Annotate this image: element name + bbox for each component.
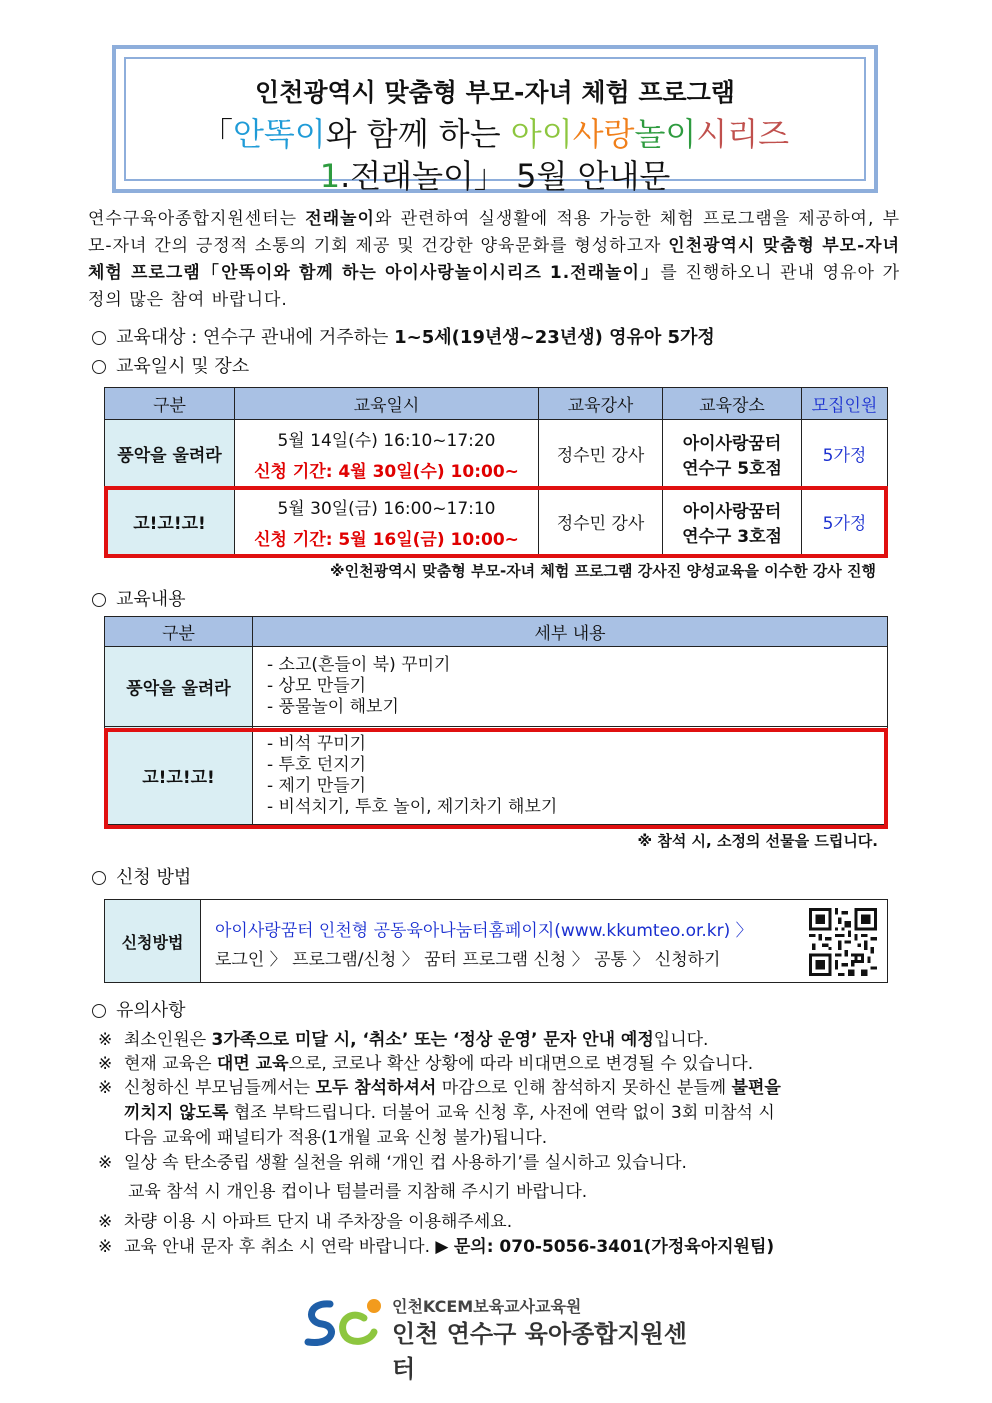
caution-item-continued: 다음 교육에 패널티가 적용(1개월 교육 신청 불가)됩니다.: [124, 1128, 548, 1148]
caution-item: ※ 현재 교육은 대면 교육으로, 코로나 확산 상황에 따라 비대면으로 변경될 수 있습니다.: [98, 1054, 754, 1074]
row-category: 고!고!고!: [105, 727, 253, 825]
bullet-circle-icon: [92, 1004, 106, 1018]
bullet-circle-icon: [92, 593, 106, 607]
title-line-1: 인천광역시 맞춤형 부모-자녀 체험 프로그램: [255, 78, 735, 107]
footer-logo: [300, 1292, 700, 1383]
bullet-circle-icon: [92, 871, 106, 885]
list-item: - 소고(흔들이 북) 꾸미기: [267, 655, 451, 675]
row-category: 풍악을 울려라: [105, 420, 235, 488]
list-item: - 비석치기, 투호 놀이, 제기차기 해보기: [267, 796, 558, 817]
caution-item: ※ 차량 이용 시 아파트 단지 내 주차장을 이용해주세요.: [98, 1212, 513, 1232]
list-item: - 풍물놀이 해보기: [267, 697, 399, 717]
title-inner-border: [124, 57, 866, 195]
title-line-2: 「안똑이와 함께 하는 아이사랑놀이시리즈: [200, 115, 790, 153]
row-date: 5월 14일(수) 16:10~17:20 신청 기간: 4월 30일(수) 10:00~: [235, 420, 539, 488]
row-place: 아이사랑꿈터 연수구 5호점: [663, 420, 802, 488]
row-place: 아이사랑꿈터 연수구 3호점: [663, 488, 802, 556]
list-item: - 투호 던지기: [267, 754, 367, 775]
row-count: 5가정: [802, 420, 888, 488]
title-box: [112, 45, 878, 193]
highlight-box: [104, 728, 888, 829]
caution-item: ※ 최소인원은 3가족으로 미달 시, ‘취소’ 또는 ‘정상 운영’ 문자 안내 예정입니다.: [98, 1030, 709, 1050]
content-heading: 교육내용: [92, 585, 186, 611]
center-logo-icon: [300, 1292, 388, 1352]
intro-paragraph: 연수구육아종합지원센터는 전래놀이와 관련하여 실생활에 적용 가능한 체험 프로그램을 제공하여, 부모-자녀 간의 긍정적 소통의 기회 제공 및 건강한 양육문화를 형성하고자 인천광역시 맞춤형 부모-자녀 체험 프로그램「안똑이와 함께 하는 아이사랑놀이시리즈 1.전래놀이」를 진행하오니 관내 영유아 가정의 많은 참여 바랍니다.: [88, 209, 901, 310]
row-date: 5월 30일(금) 16:00~17:10 신청 기간: 5월 16일(금) 10:00~: [235, 488, 539, 556]
caution-item: ※ 일상 속 탄소중립 생활 실천을 위해 ‘개인 컵 사용하기’를 실시하고 있습니다.: [98, 1153, 687, 1173]
bullet-circle-icon: [92, 331, 106, 345]
list-item: - 비석 꾸미기: [267, 733, 367, 754]
qr-code-icon[interactable]: [809, 908, 877, 976]
col-header: 세부 내용: [253, 617, 888, 647]
row-category: 풍악을 울려라: [105, 647, 253, 727]
row-details: [253, 647, 888, 727]
schedule-note: ※인천광역시 맞춤형 부모-자녀 체험 프로그램 강사진 양성교육을 이수한 강사 진행: [330, 562, 876, 580]
title-line-3: 1.전래놀이」 5월 안내문: [319, 157, 671, 195]
caution-item: ※ 교육 안내 문자 후 취소 시 연락 바랍니다. ▶ 문의: 070-5056-3401(가정육아지원팀): [98, 1237, 775, 1257]
col-header: 구분: [105, 388, 235, 420]
col-header: 교육장소: [663, 388, 802, 420]
col-header: 모집인원: [802, 388, 888, 420]
apply-label: 신청방법: [105, 900, 201, 982]
content-note: ※ 참석 시, 소정의 선물을 드립니다.: [637, 832, 878, 850]
row-category: 고!고!고!: [105, 488, 235, 556]
caution-heading: 유의사항: [92, 996, 186, 1022]
col-header: 구분: [105, 617, 253, 647]
row-count: 5가정: [802, 488, 888, 556]
apply-website-link[interactable]: 아이사랑꿈터 인천형 공동육아나눔터홈페이지(www.kkumteo.or.kr) 〉: [215, 921, 753, 941]
bullet-circle-icon: [92, 360, 106, 374]
row-teacher: 정수민 강사: [539, 488, 663, 556]
list-item: - 제기 만들기: [267, 775, 367, 796]
apply-box: [104, 899, 888, 983]
list-item: - 상모 만들기: [267, 676, 367, 696]
target-line: 교육대상 : 연수구 관내에 거주하는 1~5세(19년생~23년생) 영유아 5가정: [92, 323, 715, 349]
caution-item-continued: 끼치지 않도록 협조 부탁드립니다. 더불어 교육 신청 후, 사전에 연락 없이 3회 미참석 시: [124, 1103, 775, 1123]
apply-heading: 신청 방법: [92, 863, 191, 889]
caution-item-continued: 교육 참석 시 개인용 컵이나 텀블러를 지참해 주시기 바랍니다.: [128, 1182, 588, 1202]
table-row: [105, 420, 888, 488]
logo-subtitle: 인천KCEM보육교사교육원: [392, 1297, 582, 1316]
logo-title: 인천 연수구 육아종합지원센터: [392, 1320, 687, 1383]
row-teacher: 정수민 강사: [539, 420, 663, 488]
schedule-heading: 교육일시 및 장소: [92, 352, 249, 378]
apply-steps: 로그인 〉 프로그램/신청 〉 꿈터 프로그램 신청 〉 공통 〉 신청하기: [215, 950, 721, 970]
col-header: 교육일시: [235, 388, 539, 420]
table-row: [105, 647, 888, 727]
highlight-box: [104, 486, 888, 558]
col-header: 교육강사: [539, 388, 663, 420]
caution-item: ※ 신청하신 부모님들께서는 모두 참석하셔서 마감으로 인해 참석하지 못하신 분들께 불편을: [98, 1078, 781, 1098]
